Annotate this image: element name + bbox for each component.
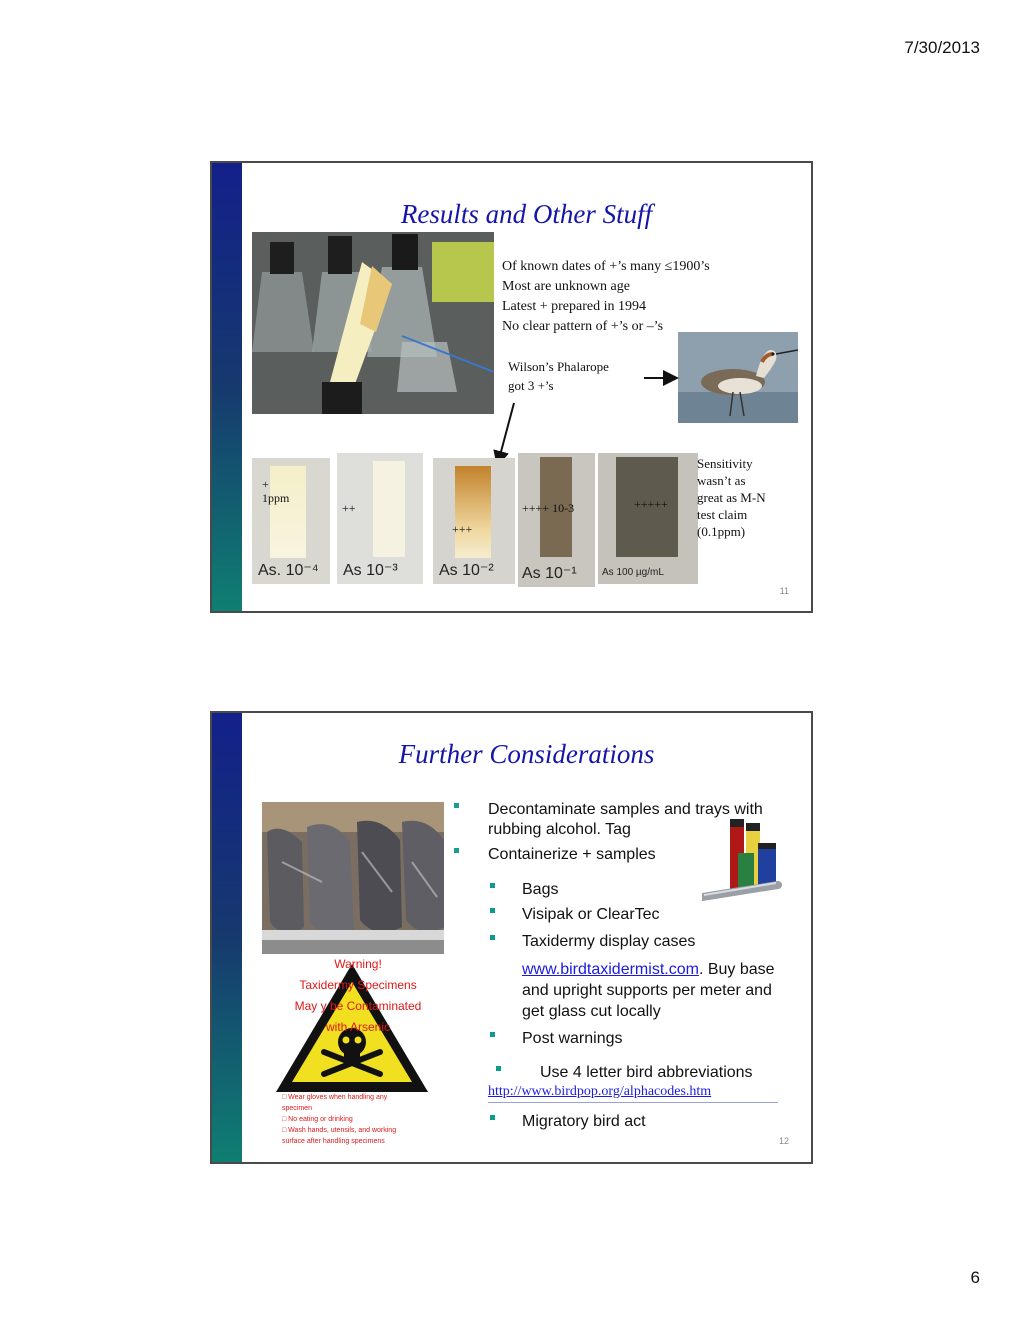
strip-label: As 10⁻² xyxy=(439,562,494,579)
test-strip xyxy=(337,453,423,584)
warning-instruction: specimen xyxy=(282,1105,312,1112)
bullet-marker xyxy=(490,908,495,913)
slide-number: 11 xyxy=(779,586,789,596)
sub-bullet-text: Visipak or ClearTec xyxy=(522,906,660,923)
note-line: No clear pattern of +’s or –’s xyxy=(502,319,664,334)
sub-bullet-text: . Buy base and upright supports per meter and get glass cut locally xyxy=(522,961,775,1020)
note-line: Of known dates of +’s many ≤1900’s xyxy=(502,259,710,274)
sensitivity-note: (0.1ppm) xyxy=(697,524,746,539)
warning-instruction: □ Wash hands, utensils, and working xyxy=(282,1127,397,1134)
bird-caption: Wilson’s Phalarope xyxy=(508,359,609,374)
bullet-text: Containerize + samples xyxy=(488,846,656,863)
test-strip xyxy=(433,458,515,584)
sub-bullet-text: Taxidermy display cases xyxy=(522,933,696,950)
bird-caption-result: got 3 +’s xyxy=(508,378,554,393)
slide-considerations xyxy=(210,711,813,1164)
strip-label: As 10⁻¹ xyxy=(522,565,577,582)
strip-result: +++++ xyxy=(634,497,668,511)
note-line: Latest + prepared in 1994 xyxy=(502,299,646,314)
warning-instruction: surface after handling specimens xyxy=(282,1138,385,1145)
bullet-marker xyxy=(490,935,495,940)
warning-line: Taxidermy Specimens xyxy=(299,978,417,992)
bullet-marker xyxy=(454,803,459,808)
warning-instruction: □ No eating or drinking xyxy=(282,1116,353,1123)
slide-results xyxy=(210,161,813,613)
warning-heading: Warning! xyxy=(334,957,382,971)
strip-label: As 10⁻³ xyxy=(343,562,398,579)
strip-result: ++ xyxy=(342,501,356,515)
slide-title: Results and Other Stuff xyxy=(400,199,653,229)
test-strip xyxy=(518,453,595,587)
strip-label: As 100 µg/mL xyxy=(602,567,664,578)
warning-instruction: □ Wear gloves when handling any xyxy=(282,1094,388,1101)
sub-bullet-text: Migratory bird act xyxy=(522,1113,646,1130)
sensitivity-note: test claim xyxy=(697,507,748,522)
slide-title: Further Considerations xyxy=(398,739,655,769)
wrapped-specimens-photo xyxy=(262,802,444,954)
sensitivity-note: Sensitivity xyxy=(697,456,753,471)
link-underline xyxy=(488,1102,778,1103)
page-number: 6 xyxy=(970,1268,980,1287)
warning-line: May y be Contaminated xyxy=(294,999,422,1013)
bullet-marker xyxy=(490,883,495,888)
strip-result: +++ xyxy=(452,522,473,536)
note-line: Most are unknown age xyxy=(502,279,630,294)
test-strip xyxy=(598,453,698,584)
birdpop-alphacodes-link[interactable]: http://www.birdpop.org/alphacodes.htm xyxy=(488,1084,712,1099)
sensitivity-note: wasn’t as xyxy=(697,473,746,488)
bullet-text: Decontaminate samples and trays with rubbing alcohol. Tag xyxy=(488,801,763,838)
strip-label: As. 10⁻⁴ xyxy=(258,562,319,579)
strip-result: ++++ 10-3 xyxy=(522,501,575,515)
warning-line: with Arsenic xyxy=(325,1020,391,1034)
slide-number: 12 xyxy=(778,1136,789,1146)
sub-bullet-text: Use 4 letter bird abbreviations xyxy=(540,1064,753,1081)
page-date: 7/30/2013 xyxy=(904,38,980,57)
strip-result: + xyxy=(262,477,269,491)
bullet-marker xyxy=(490,1032,495,1037)
bullet-marker xyxy=(490,1115,495,1120)
strip-concentration: 1ppm xyxy=(262,491,290,505)
sensitivity-note: great as M-N xyxy=(697,490,766,505)
sub-bullet-text: Post warnings xyxy=(522,1030,623,1047)
bullet-marker xyxy=(454,848,459,853)
slide-sidebar-accent xyxy=(212,713,242,1162)
bullet-marker xyxy=(496,1066,501,1071)
sub-bullet-text: Bags xyxy=(522,881,559,898)
birdtaxidermist-link[interactable]: www.birdtaxidermist.com xyxy=(522,961,699,978)
